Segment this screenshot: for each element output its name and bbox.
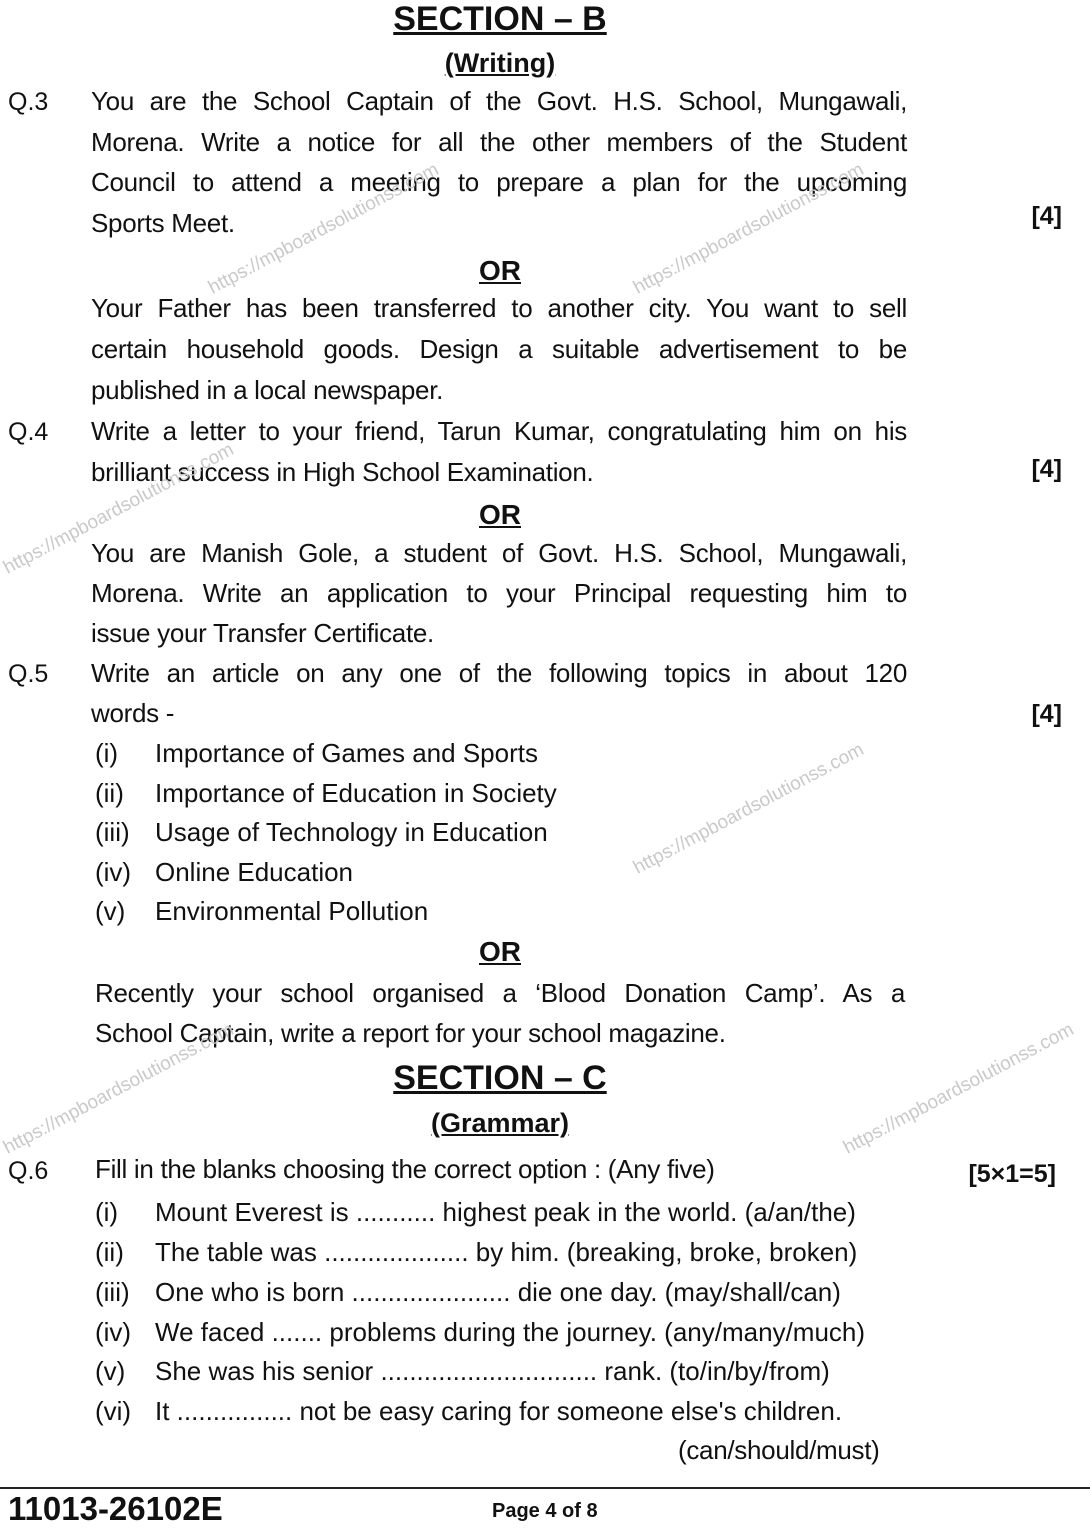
- section-b-subtitle: (Writing): [444, 48, 556, 78]
- q4-line: brilliant success in High School Examination.: [91, 457, 594, 487]
- q4-line: Write a letter to your friend, Tarun Kumar, congratulating him on his: [91, 416, 907, 446]
- q3-line: Morena. Write a notice for all the other members of the Student: [91, 127, 907, 157]
- q5-alt-line: Recently your school organised a ‘Blood Donation Camp’. As a: [95, 978, 905, 1008]
- list-item: (i) Mount Everest is ........... highest peak in the world. (a/an/the): [95, 1197, 856, 1227]
- q3-alt-line: certain household goods. Design a suitable advertisement to be: [91, 334, 907, 364]
- list-item: (iii) Usage of Technology in Education: [95, 817, 548, 847]
- q5-alt-line: School Captain, write a report for your school magazine.: [95, 1018, 726, 1048]
- q6-last-options: (can/should/must): [678, 1435, 880, 1465]
- q3-line: Sports Meet.: [91, 208, 235, 238]
- watermark: https://mpboardsolutionss.com: [630, 159, 868, 299]
- list-item: (v) She was his senior .............................. rank. (to/in/by/from): [95, 1356, 830, 1386]
- q3-alt-line: Your Father has been transferred to another city. You want to sell: [91, 293, 907, 323]
- paper-code: 11013-26102E: [8, 1490, 223, 1527]
- question-number-q6: Q.6: [8, 1157, 49, 1185]
- question-number-q4: Q.4: [8, 418, 49, 446]
- list-item: (ii) Importance of Education in Society: [95, 778, 557, 808]
- q3-alt-line: published in a local newspaper.: [91, 375, 444, 405]
- question-number-q5: Q.5: [8, 660, 49, 688]
- q4-marks: [4]: [1031, 455, 1062, 483]
- q4-or-divider: OR: [479, 499, 521, 530]
- watermark: https://mpboardsolutionss.com: [0, 1019, 238, 1159]
- q5-marks: [4]: [1031, 700, 1062, 728]
- section-c-subtitle: (Grammar): [430, 1108, 570, 1138]
- section-b-title: SECTION – B: [393, 0, 607, 38]
- list-item: (iii) One who is born ...................... die one day. (may/shall/can): [95, 1277, 841, 1307]
- watermark: https://mpboardsolutionss.com: [205, 159, 443, 299]
- q4-alt-line: Morena. Write an application to your Principal requesting him to: [91, 578, 907, 608]
- q3-marks: [4]: [1031, 202, 1062, 230]
- q6-marks: [5×1=5]: [968, 1160, 1056, 1188]
- q5-line: words -: [91, 698, 175, 728]
- list-item: (v) Environmental Pollution: [95, 896, 429, 926]
- watermark: https://mpboardsolutionss.com: [0, 439, 238, 579]
- q3-or-divider: OR: [479, 255, 521, 286]
- watermark: https://mpboardsolutionss.com: [630, 739, 868, 879]
- q5-line: Write an article on any one of the following topics in about 120: [91, 658, 907, 688]
- page-number: Page 4 of 8: [492, 1500, 598, 1522]
- list-item: (ii) The table was .................... by him. (breaking, broke, broken): [95, 1237, 858, 1267]
- watermark: https://mpboardsolutionss.com: [840, 1019, 1078, 1159]
- footer-divider: [0, 1487, 1090, 1489]
- q3-line: You are the School Captain of the Govt. H.S. School, Mungawali,: [91, 86, 907, 116]
- list-item: (i) Importance of Games and Sports: [95, 738, 538, 768]
- list-item: (iv) Online Education: [95, 857, 354, 887]
- q3-line: Council to attend a meeting to prepare a plan for the upcoming: [91, 167, 907, 197]
- q4-alt-line: issue your Transfer Certificate.: [91, 618, 434, 648]
- q5-or-divider: OR: [479, 936, 521, 967]
- list-item: (vi) It ................ not be easy caring for someone else's children.: [95, 1396, 843, 1426]
- question-number-q3: Q.3: [8, 88, 49, 116]
- q6-prompt: Fill in the blanks choosing the correct option : (Any five): [95, 1154, 715, 1184]
- section-c-title: SECTION – C: [393, 1059, 607, 1097]
- list-item: (iv) We faced ....... problems during the journey. (any/many/much): [95, 1317, 866, 1347]
- q4-alt-line: You are Manish Gole, a student of Govt. H.S. School, Mungawali,: [91, 538, 907, 568]
